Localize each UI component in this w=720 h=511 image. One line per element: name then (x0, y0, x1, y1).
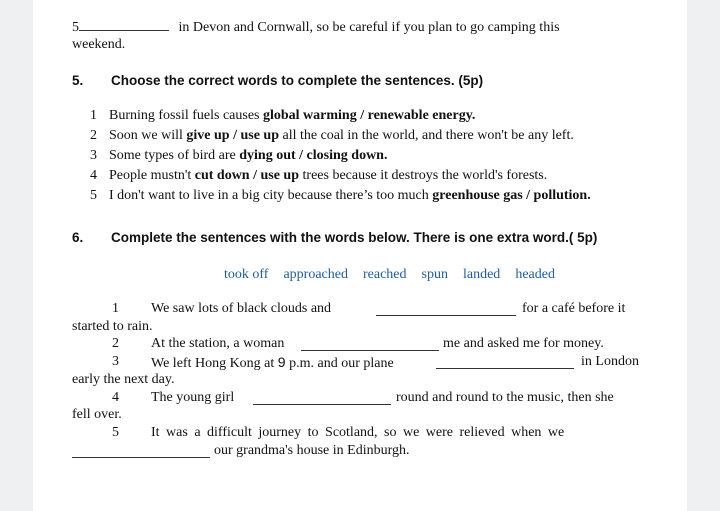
item-text: Burning fossil fuels causes (109, 108, 263, 123)
item-number: 5 (90, 188, 97, 203)
section6-number: 6. (72, 230, 84, 245)
item-number: 2 (90, 128, 97, 143)
section6-title: Complete the sentences with the words below. There is one extra word.( 5p) (111, 230, 598, 245)
item-text: People mustn't (109, 168, 195, 183)
item-text: I don't want to live in a big city because there’s too much (109, 188, 433, 203)
sentence-text: me and asked me for money. (443, 336, 604, 351)
sentence-text: our grandma's house in Edinburgh. (214, 443, 410, 458)
sentence-text: for a café before it (522, 301, 626, 316)
item-options[interactable]: cut down / use up (194, 168, 300, 183)
answer-blank[interactable] (436, 356, 574, 369)
sentence-number: 3 (112, 354, 119, 369)
item-options[interactable]: give up / use up (186, 128, 279, 143)
sentence-number: 2 (112, 336, 119, 351)
top-text: in Devon and Cornwall, so be careful if you plan to go camping this (178, 20, 560, 35)
item-number: 4 (90, 168, 97, 183)
section5-title: Choose the correct words to complete the sentences. (5p) (111, 73, 484, 88)
list-item (75, 168, 547, 184)
answer-blank[interactable] (253, 392, 391, 405)
sentence-text: We saw lots of black clouds and (151, 301, 332, 316)
sentence-text-part: p.m. and our plane (289, 356, 394, 371)
sentence-number: 5 (112, 425, 119, 440)
top-continuation: weekend. (72, 37, 126, 52)
top-sentence (72, 18, 560, 36)
list-item (75, 108, 475, 124)
sentence-continuation: early the next day. (72, 372, 175, 387)
answer-blank[interactable] (376, 303, 516, 316)
sentence-continuation: fell over. (72, 407, 122, 422)
sentence-text: in London (581, 354, 639, 369)
sentence-text: The young girl (151, 390, 235, 405)
answer-blank[interactable] (79, 18, 169, 31)
word-bank-item: landed (462, 267, 501, 282)
word-bank-item: reached (363, 267, 407, 282)
item-text: Soon we will (109, 128, 187, 143)
sentence-number: 1 (112, 301, 119, 316)
list-item (75, 188, 591, 204)
item-number: 3 (90, 148, 97, 163)
answer-blank[interactable] (72, 445, 210, 458)
sentence-text: round and round to the music, then she (396, 390, 614, 405)
top-number: 5 (72, 20, 79, 35)
list-item (75, 128, 574, 144)
section5-number: 5. (72, 73, 84, 88)
word-bank (224, 265, 555, 283)
word-bank-item: approached (283, 267, 348, 282)
sentence-text: At the station, a woman (151, 336, 285, 351)
item-text: all the coal in the world, and there won't be any left. (278, 128, 574, 143)
item-number: 1 (90, 108, 97, 123)
sentence-text-part: We left Hong Kong at (151, 356, 275, 371)
item-text: trees because it destroys the world's forests. (299, 168, 548, 183)
item-options[interactable]: global warming / renewable energy. (262, 108, 476, 123)
item-options[interactable]: dying out / closing down. (239, 148, 388, 163)
item-text: Some types of bird are (109, 148, 240, 163)
word-bank-item: headed (515, 267, 555, 282)
list-item (75, 148, 387, 164)
sentence-text: It was a difficult journey to Scotland, so we were relieved when we (151, 425, 565, 440)
sentence-number: 4 (112, 390, 119, 405)
worksheet-page (33, 0, 687, 511)
word-bank-item: spun (421, 267, 448, 282)
item-options[interactable]: greenhouse gas / pollution. (432, 188, 591, 203)
answer-blank[interactable] (301, 338, 439, 351)
time-value: 9 (277, 354, 286, 370)
word-bank-item: took off (224, 267, 269, 282)
sentence-text (151, 354, 394, 372)
sentence-continuation: started to rain. (72, 319, 153, 334)
